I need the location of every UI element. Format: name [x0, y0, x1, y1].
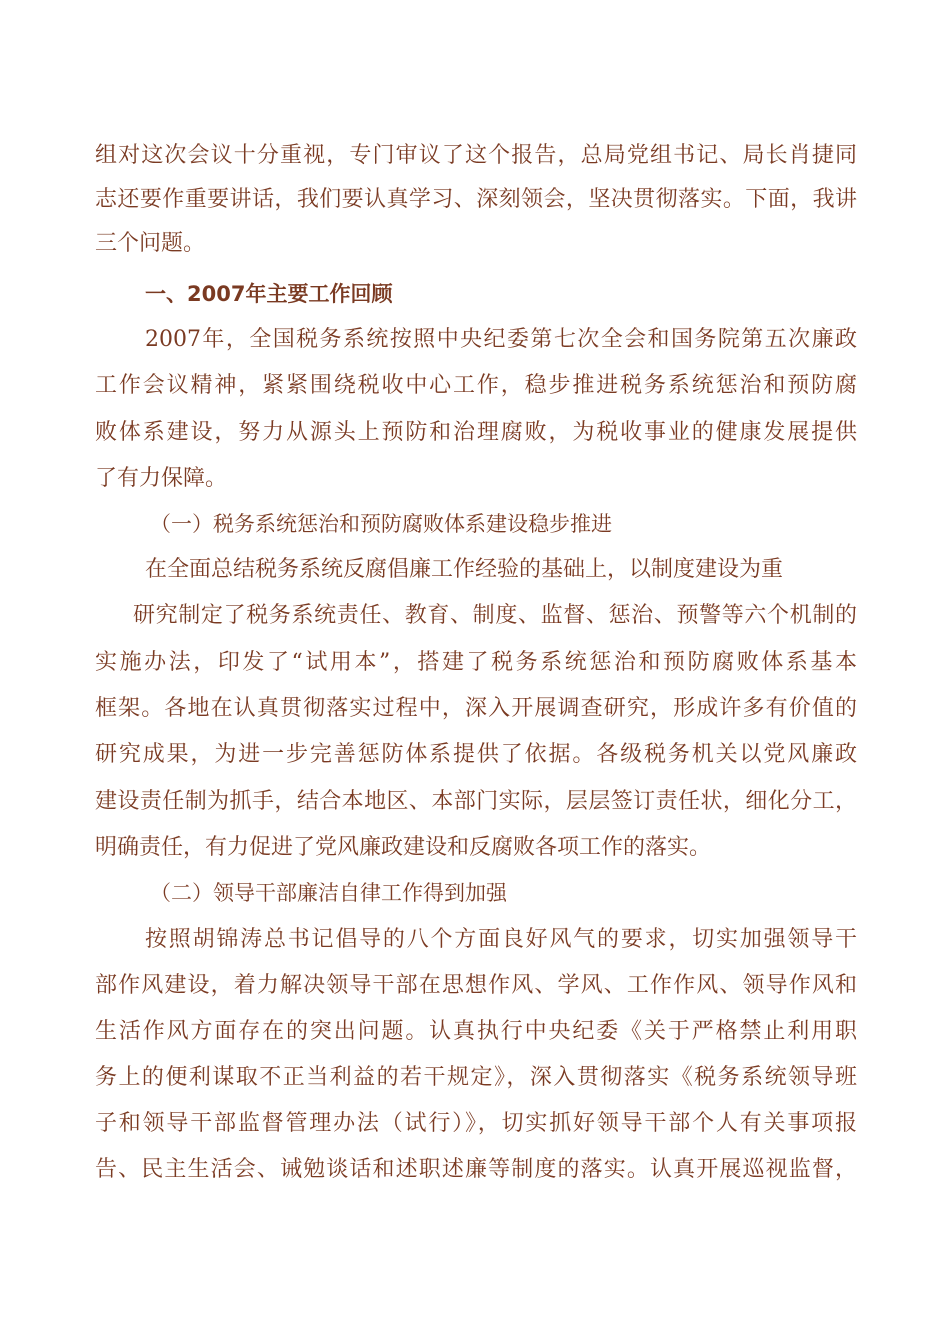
text-line-12: 实施办法，印发了“试用本”，搭建了税务系统惩治和预防腐败体系基本: [95, 650, 857, 675]
text-line-13: 框架。各地在认真贯彻落实过程中，深入开展调查研究，形成许多有价值的: [95, 696, 857, 721]
text-line-16: 明确责任，有力促进了党风廉政建设和反腐败各项工作的落实。: [95, 835, 712, 860]
text-line-19: 部作风建设，着力解决领导干部在思想作风、学风、工作作风、领导作风和: [95, 973, 857, 998]
text-line-21: 务上的便利谋取不正当利益的若干规定》，深入贯彻落实《税务系统领导班: [95, 1065, 857, 1090]
section-heading: 一、2007年主要工作回顾: [145, 282, 393, 306]
text-line-5: 2007年，全国税务系统按照中央纪委第七次全会和国务院第五次廉政: [145, 327, 857, 352]
text-line-7: 败体系建设，努力从源头上预防和治理腐败，为税收事业的健康发展提供: [95, 420, 857, 445]
text-line-2: 志还要作重要讲话，我们要认真学习、深刻领会，坚决贯彻落实。下面，我讲: [95, 187, 857, 212]
subsection-heading-1: （一）税务系统惩治和预防腐败体系建设稳步推进: [150, 512, 612, 536]
text-line-15: 建设责任制为抓手，结合本地区、本部门实际，层层签订责任状，细化分工，: [95, 789, 857, 814]
text-line-23: 告、民主生活会、诫勉谈话和述职述廉等制度的落实。认真开展巡视监督，: [95, 1157, 857, 1182]
text-line-18: 按照胡锦涛总书记倡导的八个方面良好风气的要求，切实加强领导干: [145, 927, 857, 952]
text-line-22: 子和领导干部监督管理办法（试行）》，切实抓好领导干部个人有关事项报: [95, 1111, 857, 1136]
text-line-8: 了有力保障。: [95, 466, 228, 491]
text-line-1: 组对这次会议十分重视，专门审议了这个报告，总局党组书记、局长肖捷同: [95, 143, 857, 168]
text-line-14: 研究成果，为进一步完善惩防体系提供了依据。各级税务机关以党风廉政: [95, 742, 857, 767]
text-line-6: 工作会议精神，紧紧围绕税收中心工作，稳步推进税务系统惩治和预防腐: [95, 373, 857, 398]
text-line-10: 在全面总结税务系统反腐倡廉工作经验的基础上，以制度建设为重: [145, 557, 784, 582]
text-line-11: 研究制定了税务系统责任、教育、制度、监督、惩治、预警等六个机制的: [133, 603, 857, 628]
subsection-heading-2: （二）领导干部廉洁自律工作得到加强: [150, 881, 507, 905]
text-line-20: 生活作风方面存在的突出问题。认真执行中央纪委《关于严格禁止利用职: [95, 1019, 857, 1044]
text-line-3: 三个问题。: [95, 231, 206, 256]
